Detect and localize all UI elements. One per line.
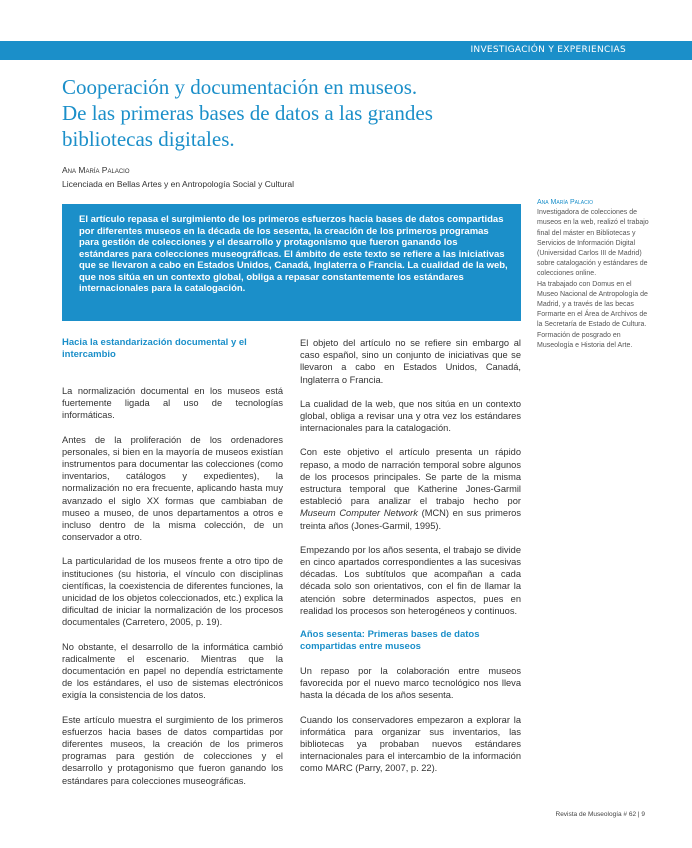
body-column-left — [62, 337, 283, 799]
paragraph: Cuando los conservadores empezaron a explorar la informática para organizar sus inventarios, las bibliotecas ya probaban nuevos estándares internacionales para el intercambio de la información como MARC (Parry, 2007, p. 22). — [300, 714, 521, 774]
section-label: INVESTIGACIÓN Y EXPERIENCIAS — [470, 45, 626, 55]
paragraph: No obstante, el desarrollo de la informática cambió radicalmente el escenario. Mientras que la documentación en papel no dependía estrictamente de los estándares, el uso de sistemas electrónicos exigía la consistencia de los datos. — [62, 641, 283, 701]
abstract-box — [62, 204, 521, 321]
paragraph: Antes de la proliferación de los ordenadores personales, si bien en la mayoría de museos existían instrumentos para documentar las colecciones (como inventarios, catálogos y expedientes), la normalización no era frecuente, aplicando hasta muy avanzado el siglo XX formas que cambiaban de museo a museo, de unos departamentos a otros e incluso dentro de la misma colección, de un conservador a otro. — [62, 434, 283, 543]
title-line: Cooperación y documentación en museos. — [62, 75, 418, 99]
paragraph: La particularidad de los museos frente a otro tipo de instituciones (su historia, el vínculo con disciplinas científicas, la coexistencia de diferentes funciones, la unicidad de los objetos coleccionados, etc.) explica la dificultad de iniciar la normalización de los procesos documentales (Carretero, 2005, p. 19). — [62, 556, 283, 628]
paragraph: La cualidad de la web, que nos sitúa en un contexto global, obliga a revisar una y otra vez los estándares internacionales para la catalogación. — [300, 398, 521, 434]
title-line: bibliotecas digitales. — [62, 127, 235, 151]
paragraph: La normalización documental en los museos está fuertemente ligada al uso de tecnologías informáticas. — [62, 386, 283, 421]
section-heading: Años sesenta: Primeras bases de datos compartidas entre museos — [300, 629, 480, 653]
abstract-text: El artículo repasa el surgimiento de los primeros esfuerzos hacia bases de datos compartidas por diferentes museos en la década de los sesenta, la creación de los primeros programas para gestión de colecciones y el desarrollo y protagonismo que fueron ganando los estándares para colecciones museográficas. El ámbito de este texto se refiere a las iniciativas que se llevaron a cabo en Estados Unidos, Canadá, Inglaterra o Francia. La cualidad de la web, que nos sitúa en un contexto global, obliga a repasar constantemente los estándares internacionales para la catalogación. — [79, 214, 508, 294]
paragraph: Este artículo muestra el surgimiento de los primeros esfuerzos hacia bases de datos compartidas por diferentes museos, la creación de los primeros programas para gestión de colecciones y el desarrollo y protagonismo que fueron ganando los estándares para colecciones museográficas. — [62, 714, 283, 786]
body-column-right — [300, 337, 521, 787]
sidebar-bio: Formación de posgrado en Museología e Historia del Arte. — [537, 331, 633, 349]
title-line: De las primeras bases de datos a las grandes — [62, 101, 433, 125]
paragraph: Empezando por los años sesenta, el trabajo se divide en cinco apartados correspondientes a las sucesivas décadas. Los subtítulos que acompañan a cada década solo son orientativos, con el fin de llamar la atención sobre determinados aspectos, pues en realidad los procesos son heterogéneos y continuos. — [300, 544, 521, 616]
article-title — [62, 74, 502, 152]
paragraph: El objeto del artículo no se refiere sin embargo al caso español, sino un conjunto de iniciativas que se llevaron a cabo en Estados Unidos, Canadá, Inglaterra o Francia. — [300, 338, 521, 385]
publication-title: Museum Computer Network — [300, 508, 418, 519]
author-affiliation: Licenciada en Bellas Artes y en Antropología Social y Cultural — [62, 179, 294, 189]
page-footer: Revista de Museología # 62 | 9 — [555, 811, 645, 818]
sidebar-author-name: Ana María Palacio — [537, 199, 594, 206]
text-run: Con este objetivo el artículo presenta un rápido repaso, a modo de narración temporal sobre algunos de los procesos principales. Se parte de la misma estructura temporal que Katherine Jones-Garmil estableció para analizar el trabajo hecho por — [300, 447, 521, 507]
paragraph — [300, 446, 521, 531]
author-bio-sidebar — [537, 198, 649, 351]
paragraph: Un repaso por la colaboración entre museos favorecida por el nuevo marco tecnológico nos lleva hasta la década de los años sesenta. — [300, 666, 521, 701]
sidebar-bio: Ha trabajado con Domus en el Museo Nacional de Antropología de Madrid, y a través de las becas Formarte en el Área de Archivos de la Secretaría de Estado de Cultura. — [537, 280, 648, 329]
text-run: (MCN) en sus primeros treinta años (Jones-Garmil, 1995). — [300, 508, 521, 531]
author-name: Ana María Palacio — [62, 165, 130, 175]
sidebar-bio: Investigadora de colecciones de museos en la web, realizó el trabajo final del máster en Bibliotecas y Servicios de Información Digital (Universidad Carlos III de Madrid) sobre catalogación y estándares de colecciones online. — [537, 209, 649, 278]
section-heading: Hacia la estandarización documental y el intercambio — [62, 337, 247, 360]
